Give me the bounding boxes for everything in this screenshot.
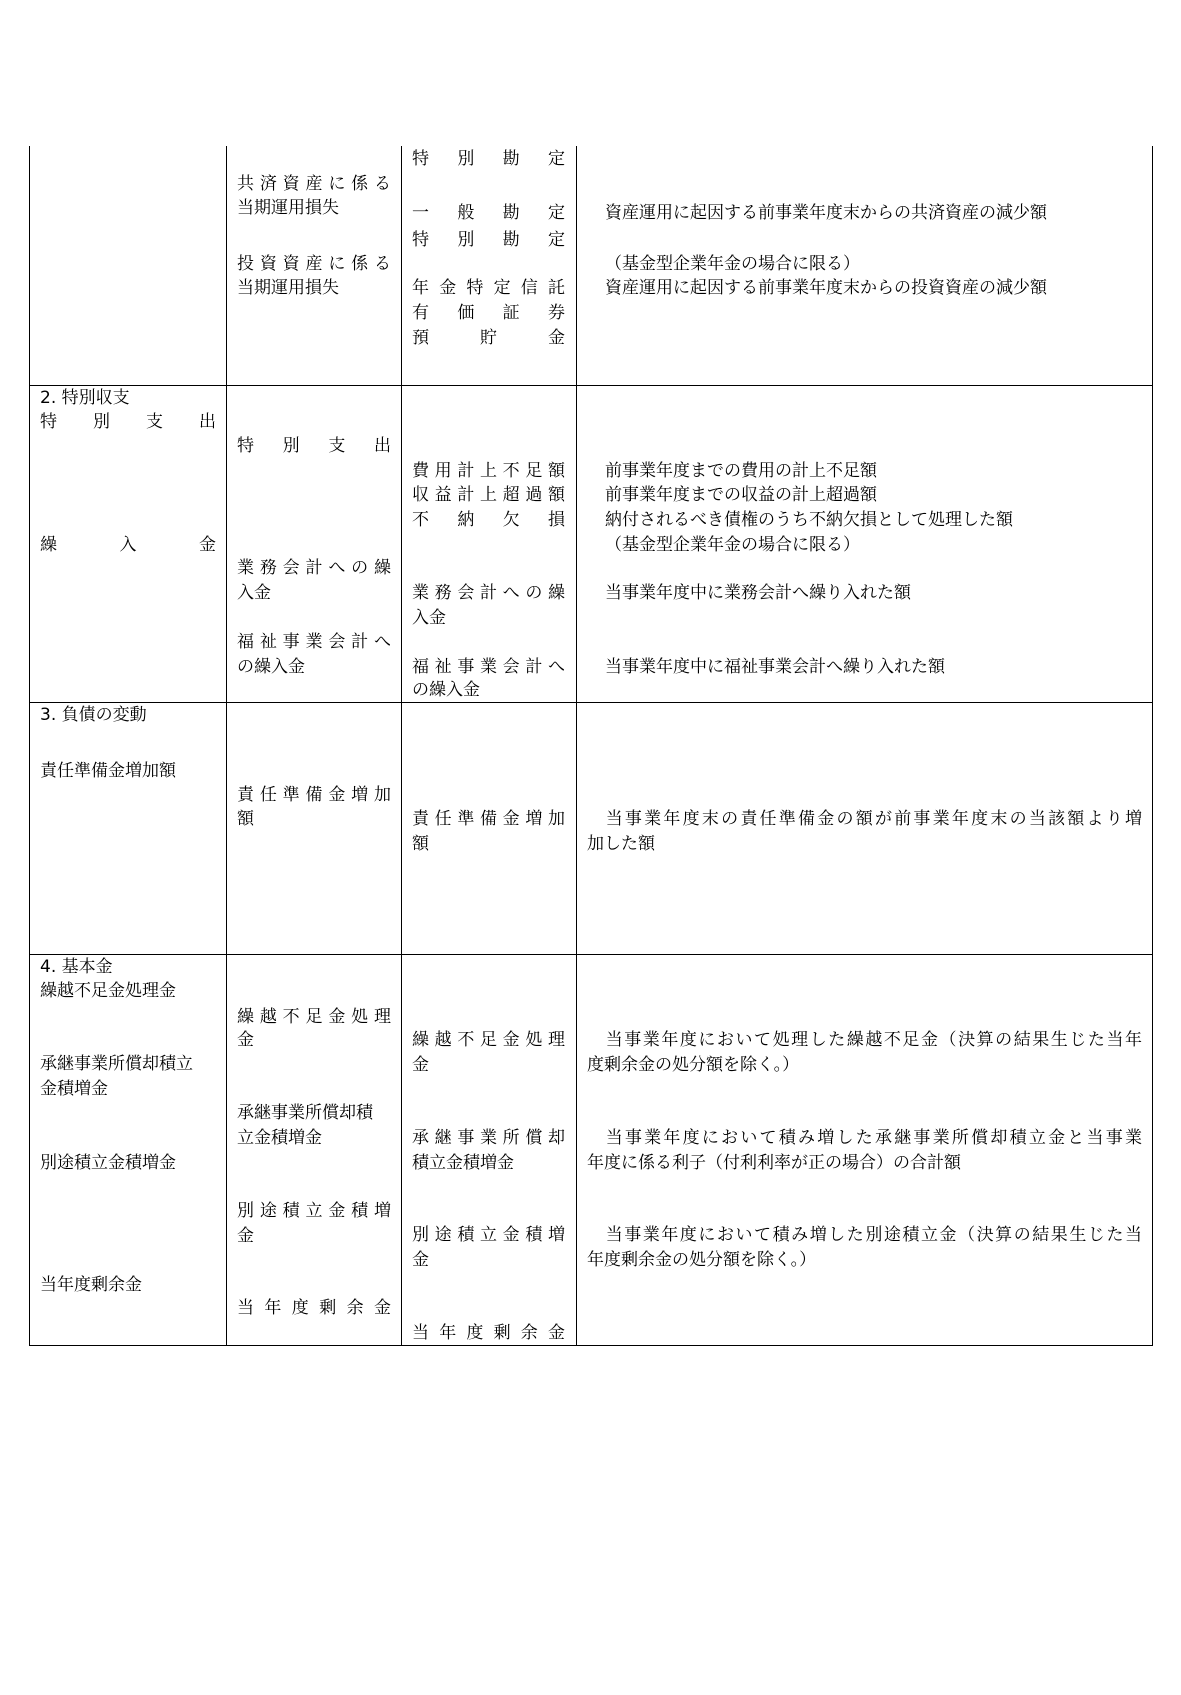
category-name: 別途積立金積増金 <box>40 1153 176 1173</box>
account-name: 有 価 証 券 <box>412 303 565 323</box>
item-name: 入金 <box>237 583 271 603</box>
column-divider <box>226 146 227 1346</box>
category-name: 繰 入 金 <box>40 535 216 555</box>
account-name: 不 納 欠 損 <box>412 510 565 530</box>
section-heading: 2. 特別収支 <box>40 388 130 408</box>
account-name: 費用計上不足額 <box>412 461 565 481</box>
item-name: 承継事業所償却積 <box>237 1103 373 1123</box>
category-name: 金積増金 <box>40 1079 108 1099</box>
item-name: 当年度剰余金 <box>237 1298 391 1318</box>
account-name: 責任準備金増加 <box>412 809 565 829</box>
description: （基金型企業年金の場合に限る） <box>605 535 860 555</box>
table-border-bottom <box>29 1345 1153 1346</box>
row-divider <box>29 385 1153 386</box>
description: 当事業年度中に福祉事業会計へ繰り入れた額 <box>605 657 945 677</box>
category-name: 繰越不足金処理金 <box>40 981 176 1001</box>
account-name: 金 <box>412 1250 429 1270</box>
description: 当事業年度において積み増した承継事業所償却積立金と当事業 <box>605 1128 1142 1148</box>
description: 当事業年度において処理した繰越不足金（決算の結果生じた当年 <box>605 1030 1142 1050</box>
item-name: 当期運用損失 <box>237 278 339 298</box>
description: 年度剰余金の処分額を除く。） <box>587 1250 817 1270</box>
item-name: 業務会計への繰 <box>237 558 391 578</box>
description: 加した額 <box>587 834 655 854</box>
description: 資産運用に起因する前事業年度末からの共済資産の減少額 <box>605 203 1047 223</box>
account-name: 一 般 勘 定 <box>412 203 565 223</box>
item-name: 立金積増金 <box>237 1128 322 1148</box>
account-name: 積立金積増金 <box>412 1153 514 1173</box>
account-name: 収益計上超過額 <box>412 485 565 505</box>
description: 当事業年度において積み増した別途積立金（決算の結果生じた当 <box>605 1225 1142 1245</box>
item-name: 福祉事業会計へ <box>237 632 391 652</box>
table-border-right <box>1152 146 1153 1346</box>
account-name: 額 <box>412 834 429 854</box>
item-name: 当期運用損失 <box>237 198 339 218</box>
description: 資産運用に起因する前事業年度末からの投資資産の減少額 <box>605 278 1047 298</box>
category-name: 当年度剰余金 <box>40 1275 142 1295</box>
row-divider <box>29 954 1153 955</box>
item-name: 共済資産に係る <box>237 174 391 194</box>
description: 前事業年度までの費用の計上不足額 <box>605 461 877 481</box>
account-name: 特 別 勘 定 <box>412 149 565 169</box>
item-name: 金 <box>237 1226 254 1246</box>
account-name: 福祉事業会計へ <box>412 657 565 677</box>
column-divider <box>576 146 577 1346</box>
section-heading: 4. 基本金 <box>40 957 113 977</box>
description: 度剰余金の処分額を除く。） <box>587 1055 800 1075</box>
category-name: 責任準備金増加額 <box>40 761 176 781</box>
account-name: 入金 <box>412 608 446 628</box>
item-name: 特 別 支 出 <box>237 436 391 456</box>
item-name: 繰越不足金処理 <box>237 1007 391 1027</box>
description: 年度に係る利子（付利利率が正の場合）の合計額 <box>587 1153 961 1173</box>
account-name: 当年度剰余金 <box>412 1323 565 1343</box>
description: 前事業年度までの収益の計上超過額 <box>605 485 877 505</box>
account-name: 別途積立金積増 <box>412 1225 565 1245</box>
item-name: 金 <box>237 1030 254 1050</box>
description: （基金型企業年金の場合に限る） <box>605 254 860 274</box>
account-name: 金 <box>412 1055 429 1075</box>
item-name: 投資資産に係る <box>237 254 391 274</box>
item-name: 責任準備金増加 <box>237 785 391 805</box>
description: 当事業年度末の責任準備金の額が前事業年度末の当該額より増 <box>605 809 1142 829</box>
account-name: 承継事業所償却 <box>412 1128 565 1148</box>
description: 納付されるべき債権のうち不納欠損として処理した額 <box>605 510 1013 530</box>
account-name: 特 別 勘 定 <box>412 230 565 250</box>
item-name: 額 <box>237 809 254 829</box>
item-name: の繰入金 <box>237 657 305 677</box>
account-name: の繰入金 <box>412 680 480 700</box>
account-name: 預 貯 金 <box>412 328 565 348</box>
row-divider <box>29 702 1153 703</box>
account-name: 業務会計への繰 <box>412 583 565 603</box>
column-divider <box>401 146 402 1346</box>
item-name: 別途積立金積増 <box>237 1201 391 1221</box>
account-name: 年金特定信託 <box>412 278 565 298</box>
category-name: 承継事業所償却積立 <box>40 1054 193 1074</box>
account-name: 繰越不足金処理 <box>412 1030 565 1050</box>
category-name: 特 別 支 出 <box>40 412 216 432</box>
section-heading: 3. 負債の変動 <box>40 705 147 725</box>
table-border-left <box>29 146 30 1346</box>
description: 当事業年度中に業務会計へ繰り入れた額 <box>605 583 911 603</box>
